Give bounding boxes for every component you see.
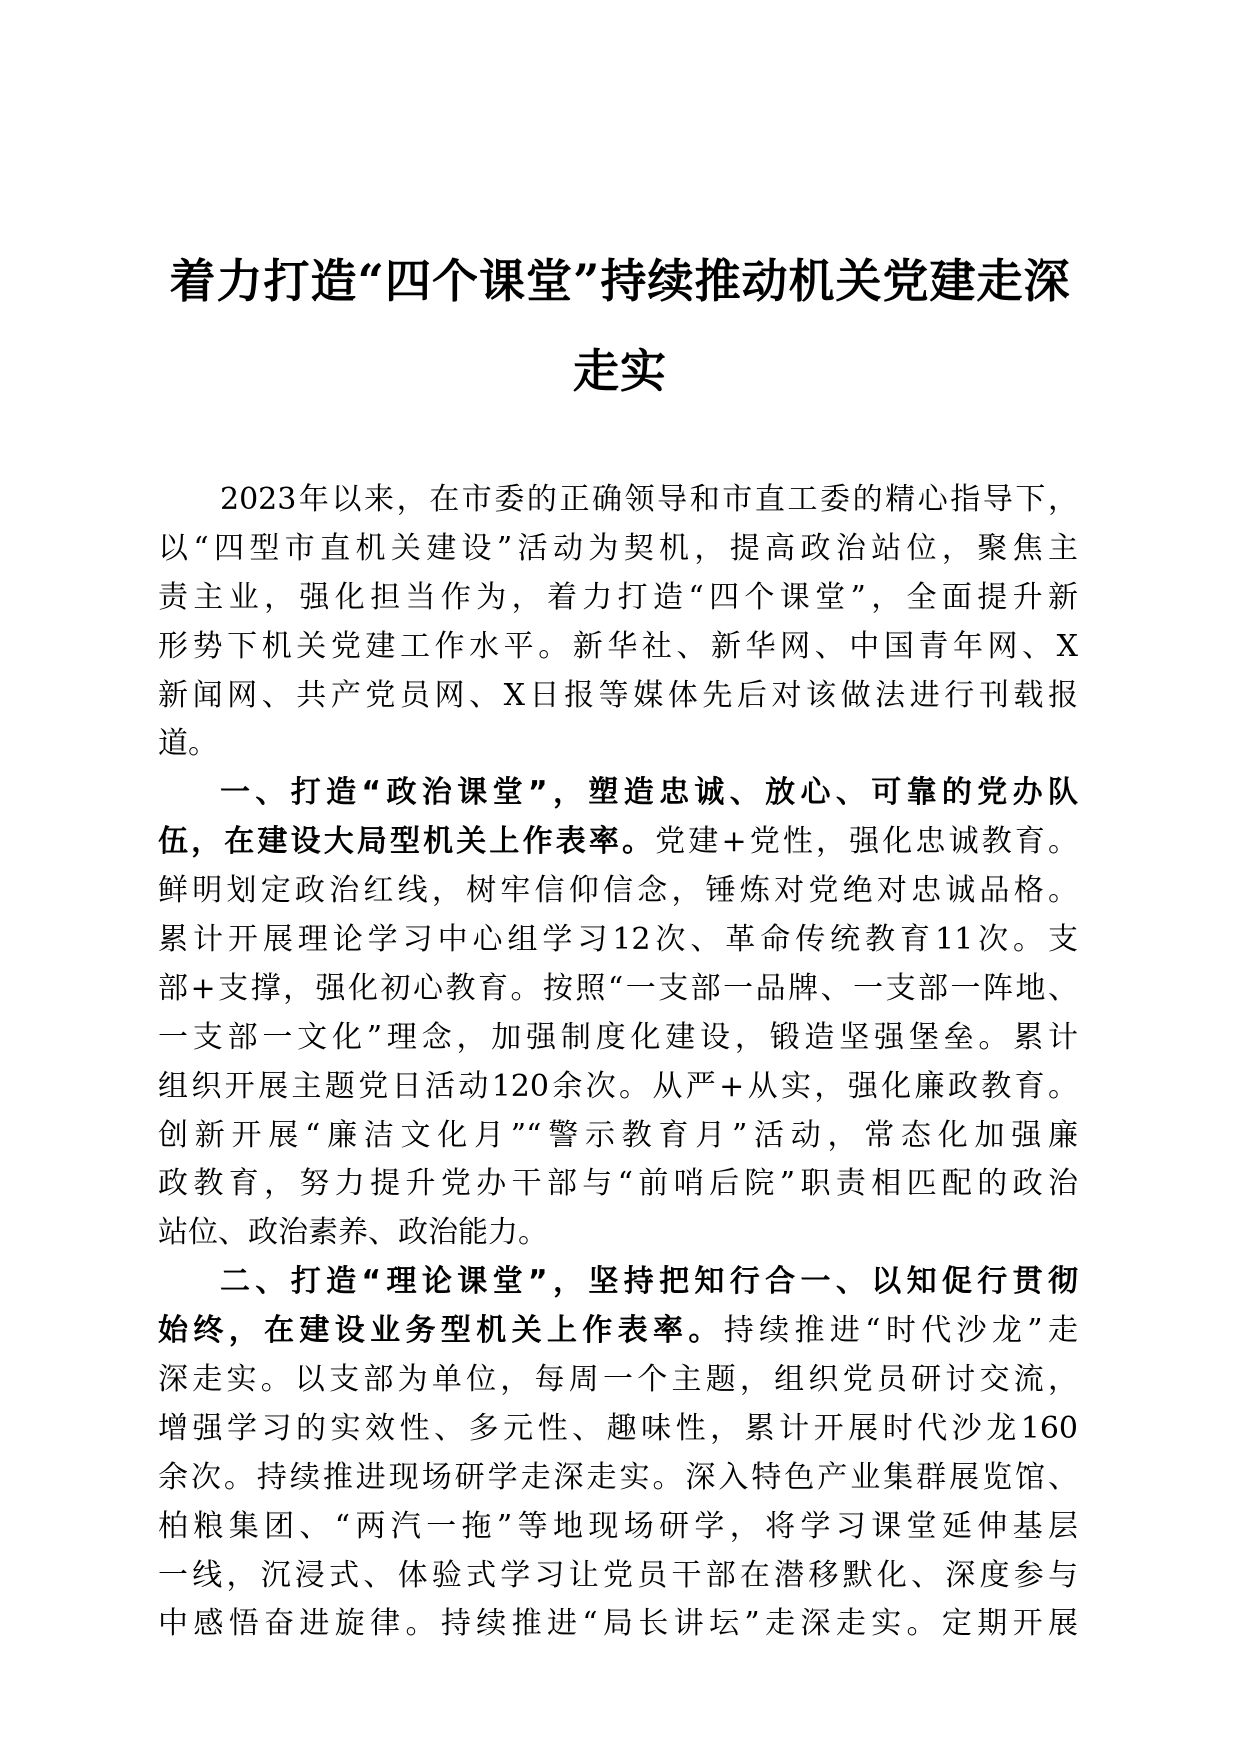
text-line: 责主业，强化担当作为，着力打造“四个课堂”，全面提升新 [158,579,1078,615]
paragraph-section-1 [158,769,1078,1258]
text-line: 组织开展主题党日活动120余次。从严+从实，强化廉政教育。 [158,1068,1078,1104]
text-line: 一支部一文化”理念，加强制度化建设，锻造坚强堡垒。累计 [158,1019,1078,1055]
text-line: 深走实。以支部为单位，每周一个主题，组织党员研讨交流， [158,1362,1078,1398]
text-run: 党建+党性，强化忠诚教育。 [655,824,1079,860]
paragraph-section-2 [158,1258,1078,1649]
section-heading-line: 二、打造“理论课堂”，坚持把知行合一、以知促行贯彻 [220,1264,1078,1300]
text-line [158,1307,1078,1356]
paragraph-intro [158,476,1078,769]
document-body [158,476,1078,1649]
text-line: 以“四型市直机关建设”活动为契机，提高政治站位，聚焦主 [158,530,1078,566]
text-line: 柏粮集团、“两汽一拖”等地现场研学，将学习课堂延伸基层 [158,1508,1078,1544]
text-line: 2023年以来，在市委的正确领导和市直工委的精心指导下， [220,482,1078,517]
text-line [158,818,1078,867]
text-line: 形势下机关党建工作水平。新华社、新华网、中国青年网、X [158,628,1078,664]
text-line: 中感悟奋进旋律。持续推进“局长讲坛”走深走实。定期开展 [158,1606,1078,1642]
text-line: 累计开展理论学习中心组学习12次、革命传统教育11次。支 [158,922,1078,958]
text-run: 持续推进“时代沙龙”走 [723,1313,1078,1349]
text-line: 道。 [158,726,218,762]
text-line: 创新开展“廉洁文化月”“警示教育月”活动，常态化加强廉 [158,1117,1078,1153]
text-line: 新闻网、共产党员网、X日报等媒体先后对该做法进行刊载报 [158,677,1078,713]
section-heading-line: 始终，在建设业务型机关上作表率。 [158,1313,724,1349]
text-line: 一线，沉浸式、体验式学习让党员干部在潜移默化、深度参与 [158,1557,1078,1593]
title-line-1: 着力打造“四个课堂”持续推动机关党建走深 [169,254,1071,308]
text-line: 政教育，努力提升党办干部与“前哨后院”职责相匹配的政治 [158,1166,1078,1202]
text-line: 站位、政治素养、政治能力。 [158,1215,548,1251]
text-line: 鲜明划定政治红线，树牢信仰信念，锤炼对党绝对忠诚品格。 [158,873,1078,909]
section-heading-line: 一、打造“政治课堂”，塑造忠诚、放心、可靠的党办队 [220,775,1078,811]
section-heading-line: 伍，在建设大局型机关上作表率。 [158,824,656,860]
title-line-2: 走实 [573,344,667,398]
document-title [150,236,1090,416]
text-line: 余次。持续推进现场研学走深走实。深入特色产业集群展览馆、 [158,1459,1078,1495]
text-line: 部+支撑，强化初心教育。按照“一支部一品牌、一支部一阵地、 [158,970,1078,1006]
text-line: 增强学习的实效性、多元性、趣味性，累计开展时代沙龙160 [158,1410,1078,1446]
